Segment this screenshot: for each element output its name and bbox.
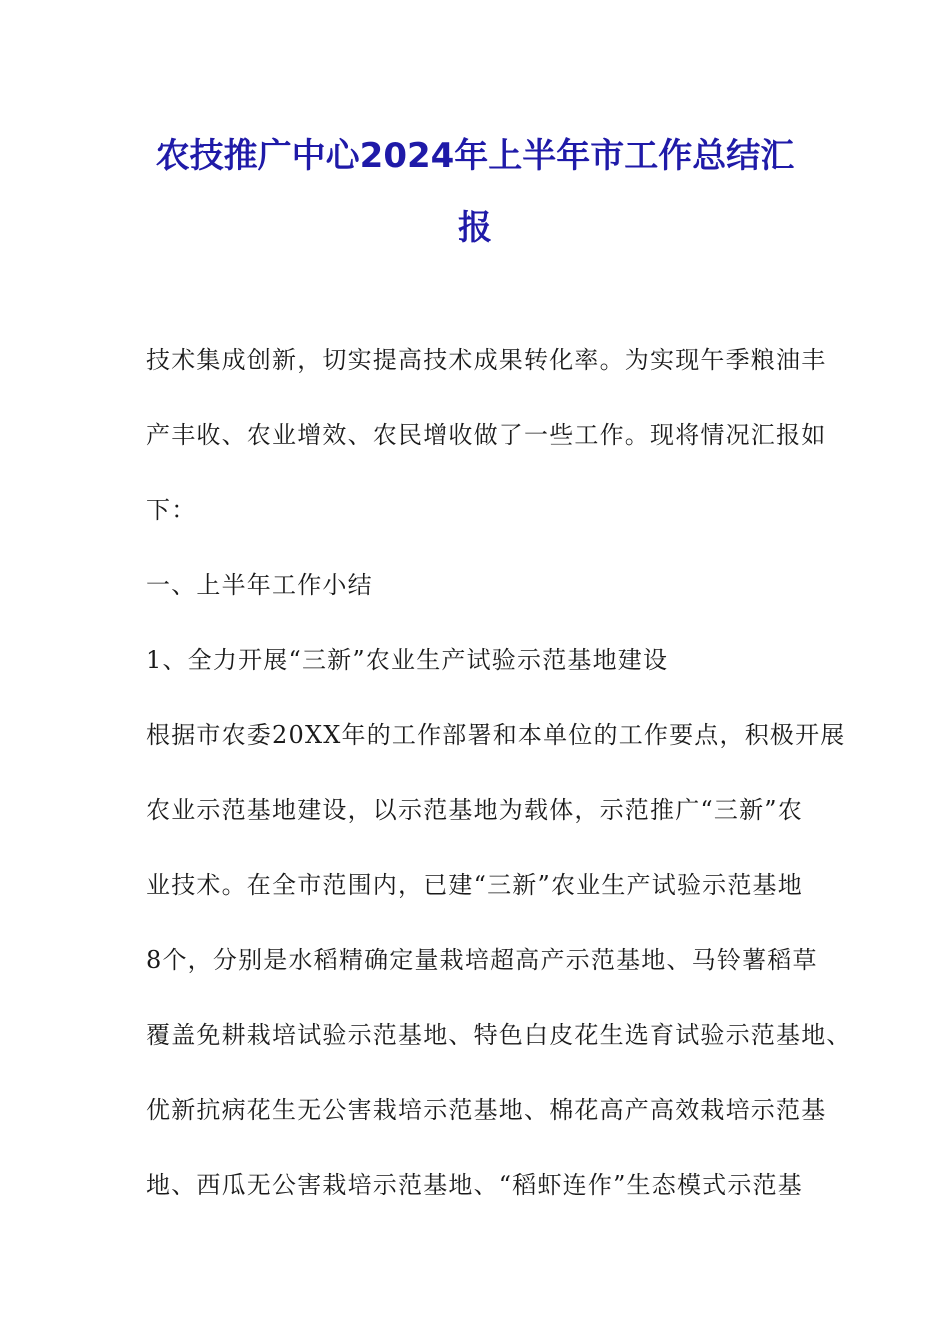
section-heading: 一、上半年工作小结 [146,571,373,599]
subsection-heading: 1、全力开展“三新”农业生产试验示范基地建设 [146,646,669,674]
body-line-2: 产丰收、农业增效、农民增收做了一些工作。现将情况汇报如 [146,421,827,449]
body-line-10: 覆盖免耕栽培试验示范基地、特色白皮花生选育试验示范基地、 [146,1021,852,1049]
body-line-9: 8个，分别是水稻精确定量栽培超高产示范基地、马铃薯稻草 [146,946,818,974]
document-title-line-2: 报 [458,208,492,248]
body-line-7: 农业示范基地建设，以示范基地为载体，示范推广“三新”农 [146,796,803,824]
body-line-6: 根据市农委20XX年的工作部署和本单位的工作要点，积极开展 [146,721,846,749]
body-line-8: 业技术。在全市范围内，已建“三新”农业生产试验示范基地 [146,871,803,899]
body-line-11: 优新抗病花生无公害栽培示范基地、棉花高产高效栽培示范基 [146,1096,827,1124]
body-line-1: 技术集成创新，切实提高技术成果转化率。为实现午季粮油丰 [146,346,827,374]
body-line-3: 下： [146,496,197,524]
document-title-line-1: 农技推广中心2024年上半年市工作总结汇 [155,136,795,176]
body-line-12: 地、西瓜无公害栽培示范基地、“稻虾连作”生态模式示范基 [146,1171,803,1199]
